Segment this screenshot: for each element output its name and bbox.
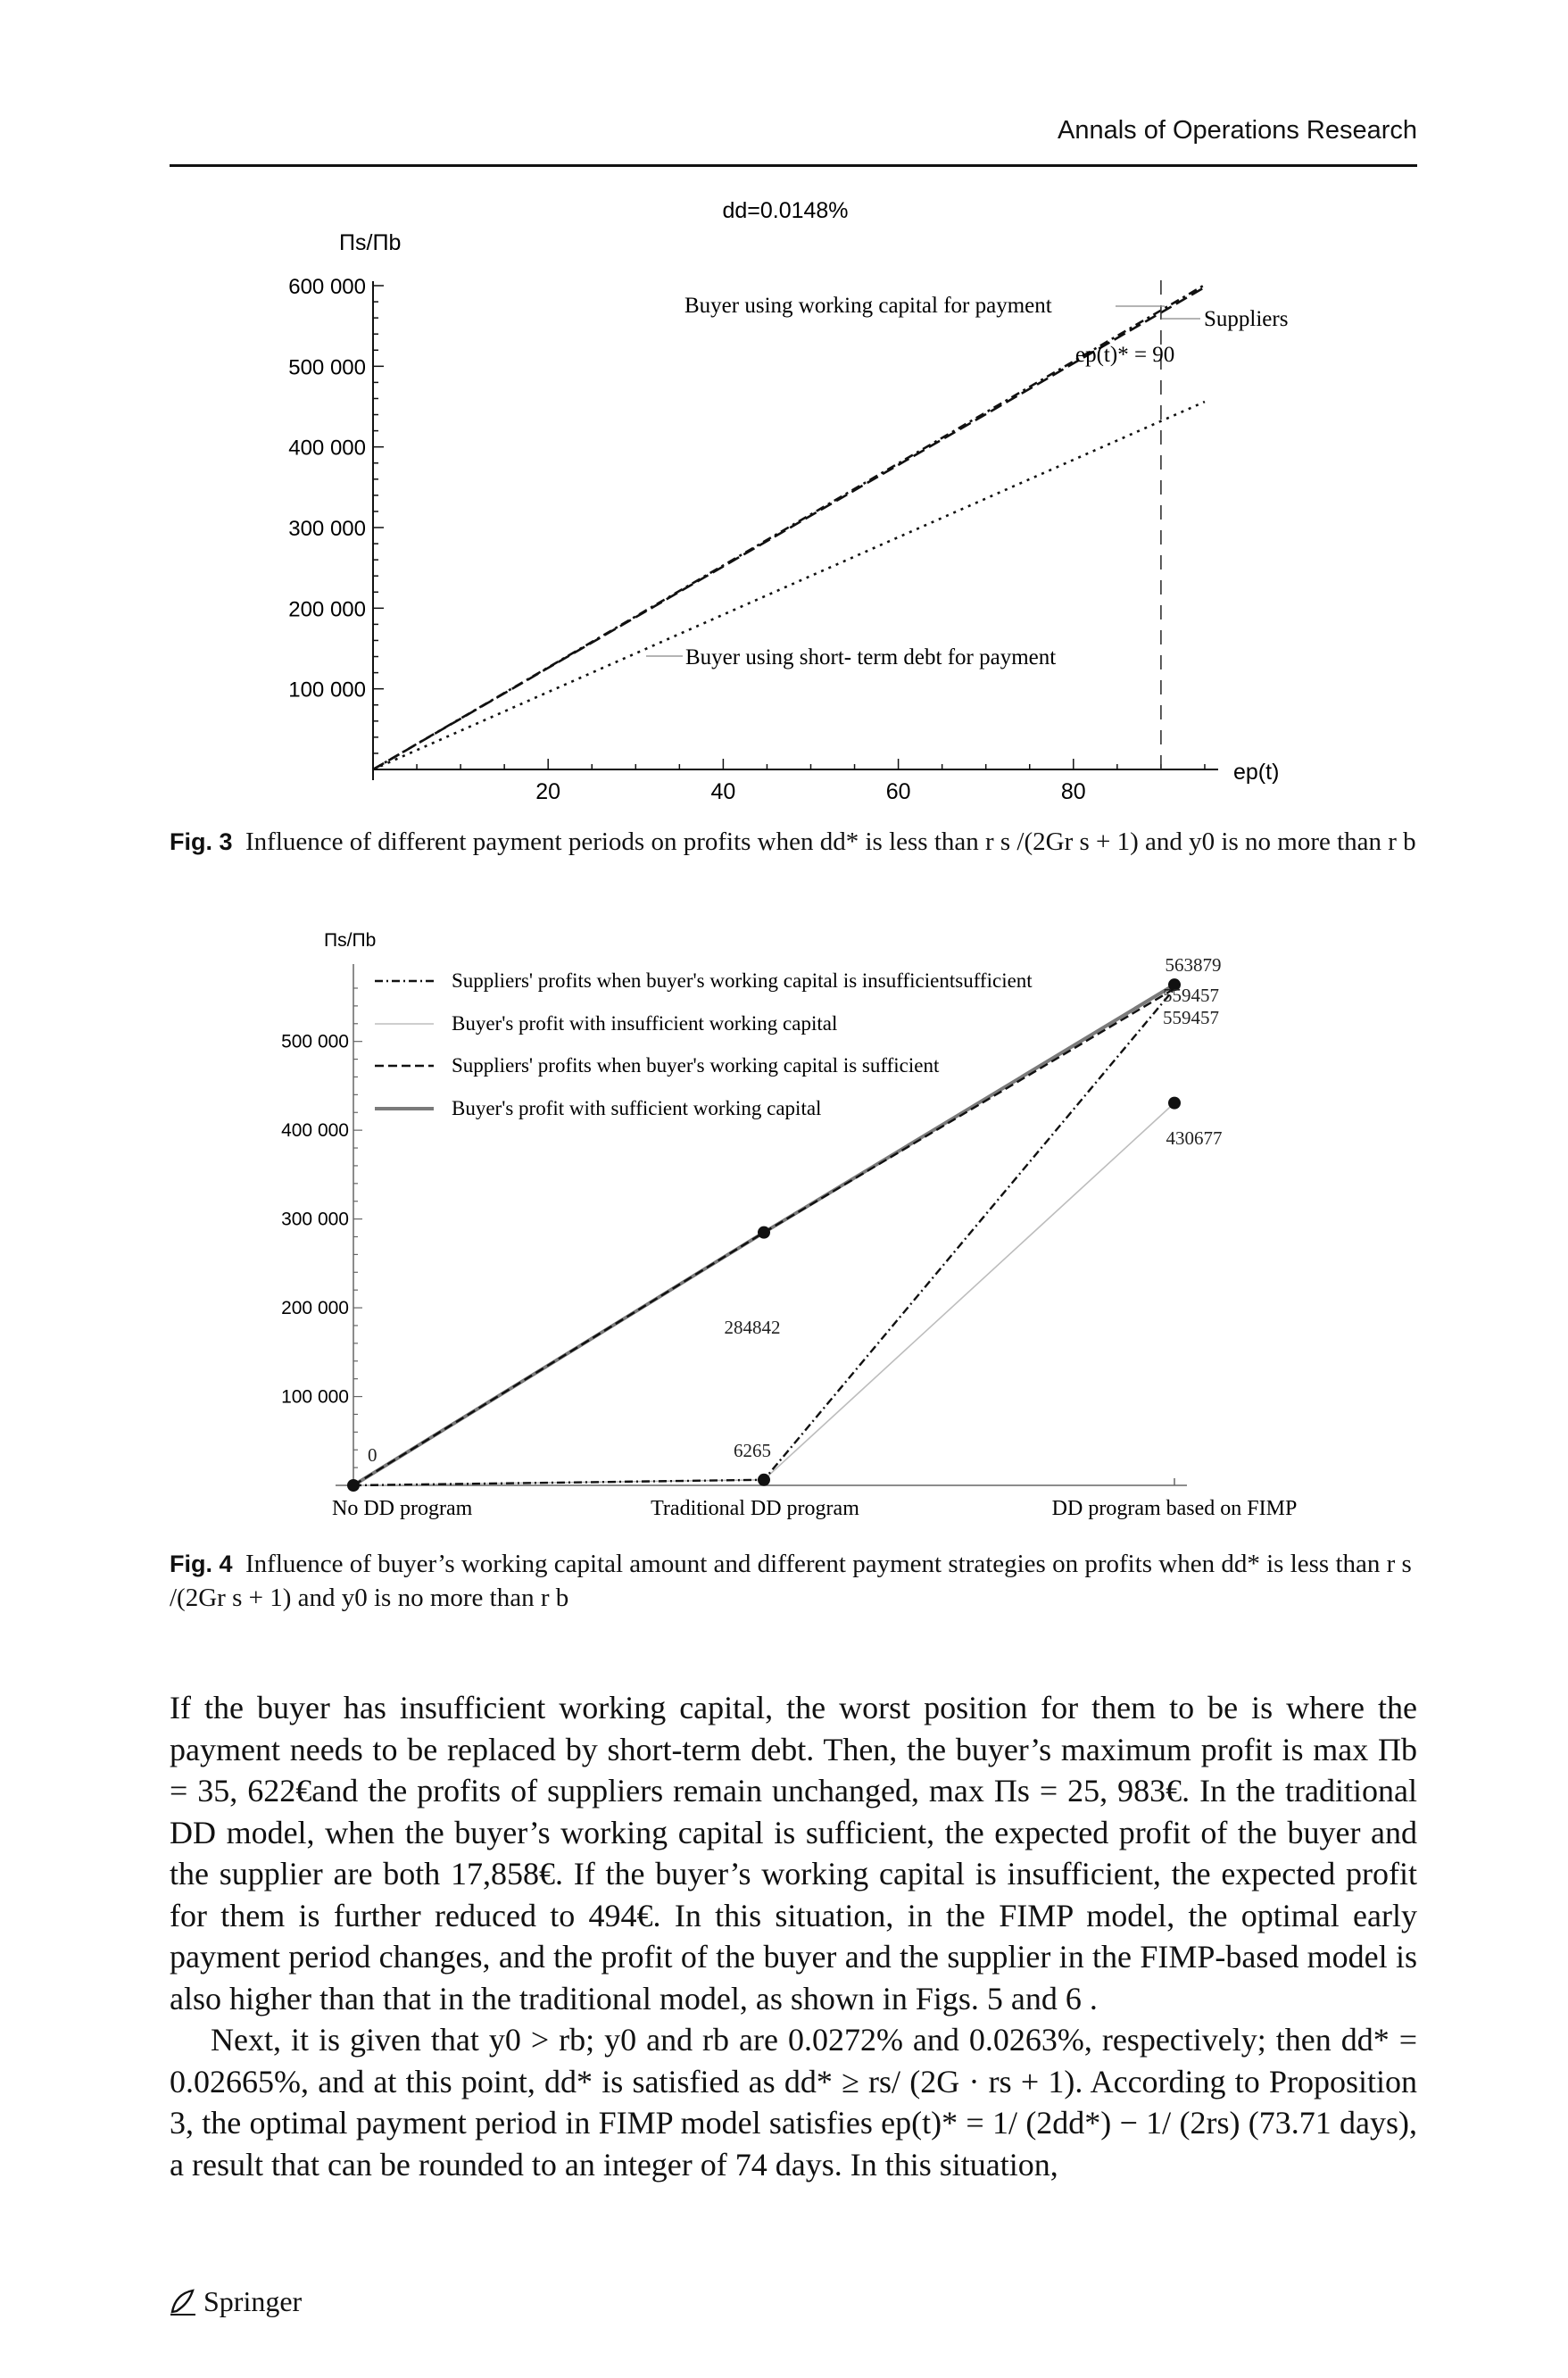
paragraph-1: If the buyer has insufficient working capital, the worst position for them to be is where the payment needs to be replaced by short-term debt. Then, the buyer’s maximum profit is max Πb = 35, 622€and the profits of suppliers remain unchanged, max Πs = 25, 983€. In the traditional DD model, when the buyer’s working capital is sufficient, the expected profit of the buyer and the supplier are both 17,858€. If the buyer’s working capital is insufficient, the expected profit for them is further reduced to 494€. In this situation, in the FIMP model, the optimal early payment period changes, and the profit of the buyer and the supplier in the FIMP-based model is also higher than that in the traditional model, as shown in Figs. 5 and 6 . bbox=[170, 1690, 1417, 2016]
figure-4-caption-text: Influence of buyer’s working capital amount and different payment strategies on profits when dd* is less than r s /(2Gr s + 1) and y0 is no more than r b bbox=[170, 1550, 1412, 1612]
figure-4-y-tick-label: 300 000 bbox=[281, 1209, 349, 1230]
figure-3-caption-label: Fig. 3 bbox=[170, 828, 233, 855]
figure-3-marker-label: ep(t)* = 90 bbox=[1075, 343, 1175, 367]
figure-4-point-label: 563879 bbox=[1165, 954, 1222, 976]
figure-4-point-label: 559457 bbox=[1163, 1007, 1219, 1028]
figure-4-point-label: 6265 bbox=[734, 1440, 771, 1461]
figure-3-x-tick-label: 80 bbox=[1060, 779, 1086, 804]
figure-3-y-tick-label: 500 000 bbox=[288, 355, 366, 380]
figure-3-series-label-buyer-working-capital: Buyer using working capital for payment bbox=[684, 294, 1052, 318]
paragraph-2: Next, it is given that y0 > rb; y0 and rb are 0.0272% and 0.0263%, respectively; then dd* = 0.02665%, and at this point, dd* is satisfied as dd* ≥ rs/ (2G · rs + 1). According to Proposition 3, the optimal payment period in FIMP model satisfies ep(t)* = 1/ (2dd*) − 1/ (2rs) (73.71 days), a result that can be rounded to an integer of 74 days. In this situation, bbox=[170, 2022, 1417, 2183]
figure-4-data-point bbox=[1168, 1097, 1181, 1110]
figure-4-category-label: DD program based on FIMP bbox=[1051, 1497, 1298, 1520]
journal-title: Annals of Operations Research bbox=[1058, 116, 1417, 145]
figure-3-y-tick-label: 400 000 bbox=[288, 436, 366, 461]
figure-4-y-tick-label: 100 000 bbox=[281, 1386, 349, 1408]
figure-3-title: dd=0.0148% bbox=[722, 198, 849, 223]
figure-4-point-label: 430677 bbox=[1166, 1127, 1223, 1149]
figure-3-y-tick-label: 100 000 bbox=[288, 678, 366, 703]
figure-4-data-point bbox=[347, 1479, 360, 1492]
springer-logo-icon bbox=[168, 2287, 198, 2317]
figure-3-series-label-suppliers: Suppliers bbox=[1204, 307, 1289, 331]
figure-3-y-axis-label: Πs/Πb bbox=[339, 230, 402, 255]
figure-3-caption-text: Influence of different payment periods on profits when dd* is less than r s /(2Gr s + 1) and y0 is no more than r b bbox=[245, 827, 1416, 856]
figure-4-point-label: 284842 bbox=[724, 1317, 781, 1338]
figure-3-x-tick-label: 40 bbox=[710, 779, 736, 804]
figure-4-data-point bbox=[758, 1474, 770, 1486]
figure-4-y-tick-label: 200 000 bbox=[281, 1298, 349, 1319]
figure-3-caption bbox=[170, 825, 1417, 859]
figure-4-data-point bbox=[758, 1226, 770, 1239]
figure-4-legend-label: Buyer's profit with insufficient working capital bbox=[452, 1012, 838, 1035]
figure-4-y-axis-label: Πs/Πb bbox=[324, 930, 377, 951]
figure-4-legend-label: Suppliers' profits when buyer's working capital is sufficient bbox=[452, 1054, 940, 1077]
figure-3-series-line-2 bbox=[373, 402, 1205, 769]
figure-3-x-tick-label: 20 bbox=[535, 779, 561, 804]
running-header bbox=[170, 114, 1417, 167]
figure-4-chart bbox=[0, 919, 1568, 1535]
body-text bbox=[170, 1687, 1417, 2185]
figure-4-category-label: No DD program bbox=[332, 1497, 473, 1520]
figure-3-y-tick-label: 200 000 bbox=[288, 597, 366, 622]
figure-4-legend bbox=[375, 969, 1033, 1119]
figure-3-ticks bbox=[288, 275, 1205, 804]
figure-4-point-label: 559457 bbox=[1163, 985, 1219, 1006]
figure-4-legend-label: Suppliers' profits when buyer's working capital is insufficientsufficient bbox=[452, 969, 1033, 992]
figure-4-legend-label: Buyer's profit with sufficient working capital bbox=[452, 1097, 822, 1119]
figure-4-category-label: Traditional DD program bbox=[651, 1497, 859, 1520]
figure-3-series-label-buyer-short-term-debt: Buyer using short- term debt for payment bbox=[685, 645, 1057, 669]
figure-4-caption-label: Fig. 4 bbox=[170, 1551, 233, 1577]
figure-4-caption bbox=[170, 1547, 1417, 1615]
figure-4-series-line-1 bbox=[353, 1103, 1174, 1485]
figure-3-chart bbox=[0, 179, 1568, 821]
publisher-footer bbox=[168, 2285, 302, 2318]
figure-4-y-tick-label: 500 000 bbox=[281, 1031, 349, 1052]
figure-3-y-tick-label: 600 000 bbox=[288, 275, 366, 299]
figure-4-point-label: 0 bbox=[368, 1444, 377, 1466]
figure-4-y-tick-label: 400 000 bbox=[281, 1120, 349, 1142]
figure-3-x-tick-label: 60 bbox=[885, 779, 911, 804]
publisher-name: Springer bbox=[203, 2285, 303, 2317]
figure-3-y-tick-label: 300 000 bbox=[288, 517, 366, 541]
figure-3-x-axis-label: ep(t) bbox=[1233, 760, 1280, 785]
